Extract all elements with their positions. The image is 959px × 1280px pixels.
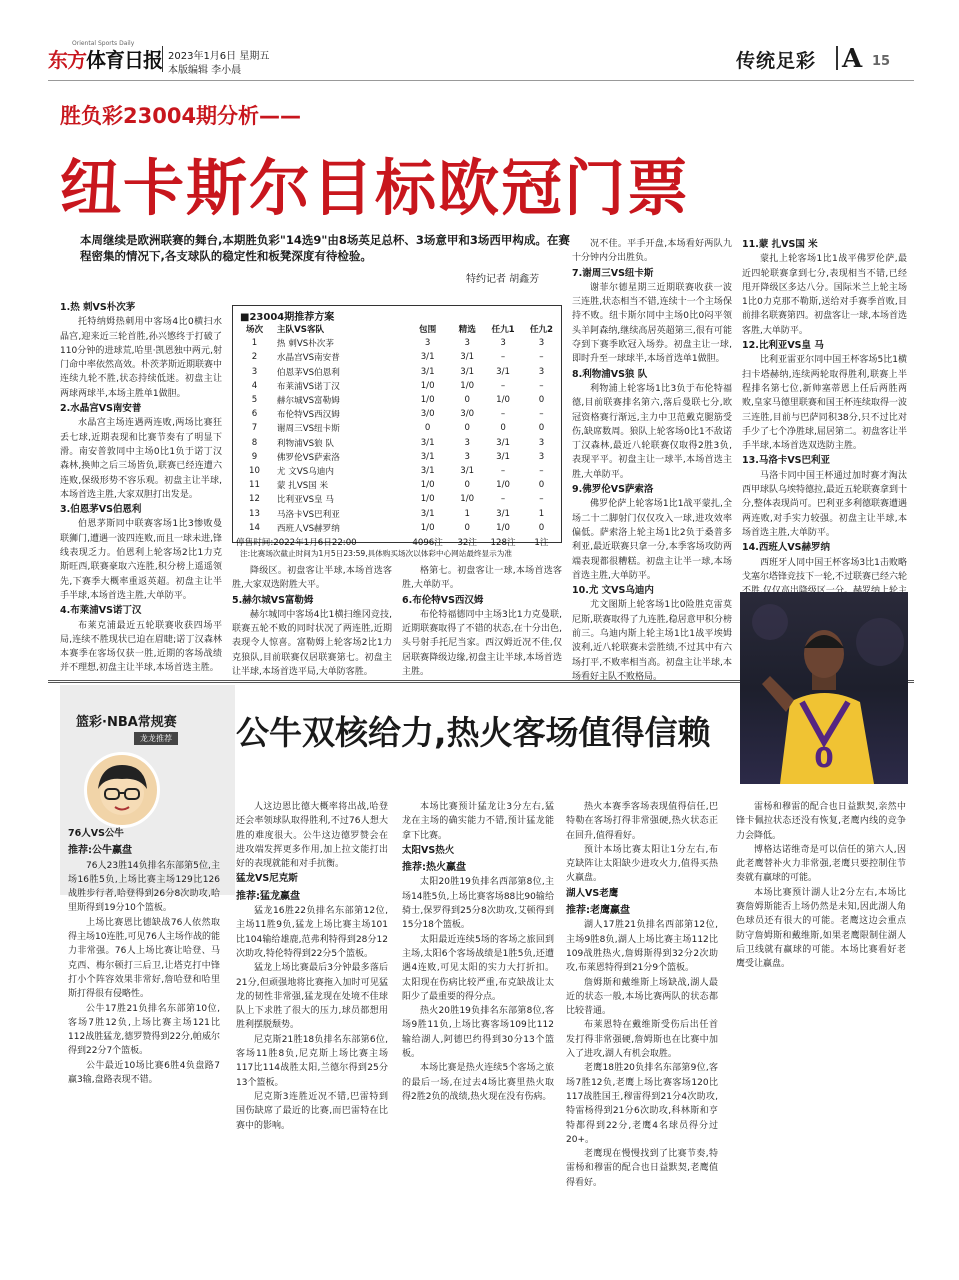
- table-cell: –: [500, 409, 506, 420]
- table-cell: 0: [538, 395, 545, 406]
- table-cell: 1/0: [496, 395, 510, 406]
- avatar-cartoon-icon: [87, 755, 157, 825]
- paragraph: 詹姆斯和戴维斯上场缺战,湖人最近的状态一般,本场比赛两队的状态都比较普通。: [566, 977, 718, 1017]
- table-title: ■23004期推荐方案: [240, 312, 335, 323]
- table-cell: 2: [251, 352, 258, 363]
- masthead-divider: [162, 46, 163, 72]
- table-cell: 1/0: [420, 522, 435, 533]
- paragraph: 雷杨和穆雷的配合也日益默契,亲然中锋卡佩拉状态还没有恢复,老鹰内线的竞争力会降低。: [736, 802, 906, 841]
- nba-column-3: [402, 800, 554, 1266]
- table-cell: –: [539, 352, 544, 363]
- subheading: 1.热 刺VS朴次茅: [60, 302, 136, 313]
- table-cell: 0: [464, 522, 470, 533]
- table-cell: 布伦特VS西汉姆: [276, 410, 340, 421]
- table-footer-row: [234, 535, 560, 549]
- recommendation-table: [234, 322, 560, 549]
- table-cell: 1: [464, 508, 470, 519]
- subheading: 14.西班人VS赫罗纳: [742, 542, 831, 554]
- subheading: 5.赫尔城VS富勒姆: [232, 594, 314, 606]
- table-cell: 西班人VS赫罗纳: [276, 523, 340, 534]
- table-footer-cell: 32注: [457, 537, 477, 548]
- table-cell: 3/0: [460, 409, 475, 420]
- table-header-cell: 任九1: [491, 325, 515, 336]
- table-cell: 1/0: [460, 494, 475, 505]
- subheading: 11.蒙 扎VS国 米: [742, 239, 818, 250]
- nba-column-2: [236, 800, 388, 1266]
- table-cell: 1/0: [420, 380, 435, 391]
- subheading: 13.马洛卡VS巴利亚: [742, 455, 831, 467]
- table-header-cell: 包围: [419, 325, 437, 336]
- table-cell: 0: [538, 522, 545, 533]
- paragraph: 马洛卡同中国王杯通过加时赛才淘汰西甲球队乌埃特德拉,最近五轮联赛拿到十分,整体表现尚可。巴利亚多利德联赛遭遇两连败,对手实力较强。初盘主让半球,本场首选主胜,大单防平。: [742, 470, 907, 538]
- table-cell: –: [500, 494, 506, 505]
- table-cell: –: [500, 352, 506, 363]
- table-cell: 0: [538, 480, 545, 491]
- table-footer-cell: 1注: [534, 537, 549, 548]
- table-cell: 3/1: [496, 451, 510, 462]
- paragraph: 佛罗伦萨上轮客场1比1战平蒙扎,全场二十二脚射门仅仅攻入一球,进攻效率偏低。萨索洛上轮主场1比2负于桑普多利亚,最近联赛只拿一分,本季客场攻防两端表现都很糟糕。初盘主让半一球,本场首选主胜,大单防平。: [572, 499, 732, 581]
- table-cell: 热 刺VS朴次茅: [276, 339, 334, 350]
- paragraph: 蒙扎上轮客场1比1战平佛罗伦萨,最近四轮联赛拿到七分,表现相当不错,已经甩开降级区多达八分。国际米兰上轮主场1比0力克那不勒斯,送给对手赛季首败,目前排名联赛第四。初盘客让一球,本场首选客胜,大单防平。: [742, 254, 907, 336]
- table-cell: 10: [248, 465, 260, 476]
- table-cell: 1/0: [420, 480, 435, 491]
- subheading: 2.水晶宫VS南安普: [60, 403, 142, 415]
- article-column-2: [232, 564, 392, 678]
- table-row: [234, 379, 560, 393]
- nba-section-label: 篮彩·NBA常规赛: [76, 715, 177, 730]
- table-cell: 1/0: [420, 395, 435, 406]
- table-cell: 3/1: [460, 465, 475, 476]
- paragraph: 76人23胜14负排名东部第5位,主场16胜5负,上场比赛主场129比126战胜步行者,哈登得到26分8次助攻,哈里斯得到19分10个篮板。: [68, 860, 220, 914]
- paragraph: 尼克斯21胜18负排名东部第6位,客场11胜8负,尼克斯上场比赛主场117比114战胜太阳,兰德尔得到25分13个篮板。: [236, 1034, 388, 1088]
- paragraph: 伯恩茅斯同中联赛客场1比3惨败曼联狮门,遭遇一波四连败,而且一球未进,锋线表现乏力。伯恩利上轮客场2比1力克斯旺西,联赛豪取六连胜,积分榜上遥遥领先,下赛季大概率重返英超。初盘主让半手半球,本场首选主胜,大单防平。: [60, 519, 222, 601]
- masthead: [0, 0, 959, 90]
- table-cell: 3: [464, 451, 470, 462]
- table-cell: 8: [251, 437, 258, 448]
- paragraph: 猛龙16胜22负排名东部第12位,主场11胜9负,猛龙上场比赛主场101比104输给雄鹿,范弗利特得到28分12次助攻,特伦特得到22分5个篮板。: [236, 906, 388, 959]
- paragraph: 老鹰18胜20负排名东部第9位,客场7胜12负,老鹰上场比赛客场120比117战胜国王,穆雷得到21分4次助攻,特雷杨得到21分6次助攻,科林斯和亨特都得到22分,老鹰4名球员得分过20+。: [566, 1063, 718, 1145]
- table-cell: –: [539, 380, 544, 391]
- paragraph: 太阳20胜19负排名西部第8位,主场14胜5负,上场比赛客场88比90输给骑士,保罗得到25分8次助攻,艾顿得到15分18个篮板。: [402, 877, 554, 931]
- table-row: [234, 421, 560, 435]
- table-cell: 3/1: [496, 508, 510, 519]
- table-cell: 3/0: [420, 409, 435, 420]
- paragraph: 降级区。初盘客让半球,本场首选客胜,大家双选附胜大平。: [232, 566, 392, 591]
- table-row: [234, 336, 560, 350]
- page-letter: A: [842, 44, 863, 74]
- nba-column-5: [736, 800, 906, 1266]
- table-cell: –: [539, 465, 544, 476]
- subheading: 10.尤 文VS乌迪内: [572, 585, 654, 597]
- table-cell: 1/0: [460, 380, 475, 391]
- table-cell: 12: [248, 494, 260, 505]
- masthead-rule: [48, 80, 914, 81]
- article-column-4: [572, 237, 732, 682]
- table-cell: 4: [251, 380, 258, 391]
- table-cell: 0: [424, 423, 431, 434]
- table-row: [234, 492, 560, 506]
- nba-column-4: [566, 800, 718, 1266]
- paragraph: 本场比赛预计猛龙让3分左右,猛龙在主场的确实能力不错,预计猛龙能拿下比赛。: [402, 802, 554, 841]
- table-cell: 3/1: [420, 437, 435, 448]
- table-row: [234, 506, 560, 520]
- table-cell: 1: [251, 338, 258, 349]
- paragraph: 布莱恩特在戴维斯受伤后出任首发打得非常强硬,詹姆斯也在比赛中加入了进攻,湖人有机会取胜。: [566, 1020, 718, 1060]
- paragraph: 托特纳姆热刺用中客场4比0横扫水晶宫,迎来近三轮首胜,孙兴慜终于打破了110分钟的进球荒,哈里·凯恩独中两元,射门命中率依然高效。朴茨茅斯近期联赛中连续九轮不胜,状态持续低迷。初盘主让两球两球半,本场主胜单1做胆。: [60, 317, 223, 399]
- table-cell: 3/1: [420, 508, 435, 519]
- paragraph: 人这边恩比德大概率将出战,哈登还会率领球队取得胜利,不过76人想大胜的难度很大。公牛这边德罗赞会在进攻端发挥更多作用,加上拉文能打出好的表现就能和对手抗衡。: [236, 802, 388, 870]
- table-footer-cell: 128注: [490, 537, 516, 548]
- paragraph: 尼克斯3连胜近况不错,巴雷特到国伤缺席了最近的比赛,而巴雷特在比赛中的影响。: [236, 1091, 388, 1131]
- table-cell: 1/0: [420, 494, 435, 505]
- table-cell: 3: [424, 338, 431, 349]
- page-editor: 本版编辑 李小晨: [168, 65, 242, 76]
- paragraph: 布伦特福德同中主场3比1力克曼联,近期联赛取得了不错的状态,在十分出色,头号射手托尼当家。西汉姆近况不佳,仅居联赛降级边缘,初盘主让半球,本场首选主胜。: [402, 609, 562, 678]
- svg-text:0: 0: [814, 741, 834, 774]
- subheading: 猛龙VS尼克斯: [236, 873, 298, 885]
- paragraph: 水晶宫主场连遇两连败,两场比赛狂丢七球,近期表现和比赛节奏有了明显下滑。南安普敦同中主场0比1负于诺丁汉森林,换帅之后三场皆负,联赛已经连遭六连败,保级形势不容乐观。初盘主让半球,本场首选主胜,大家双胆打出发是。: [60, 418, 222, 500]
- paragraph: 猛龙上场比赛最后3分钟最多落后21分,但顽强地将比赛拖入加时可见猛龙的韧性非常强,猛龙现在处境不佳球队上下求胜了很大的压力,球员都想用胜利摆脱颓势。: [236, 963, 388, 1031]
- table-row: [234, 393, 560, 407]
- table-cell: 0: [464, 480, 470, 491]
- subheading: 12.比利亚VS皇 马: [742, 340, 824, 352]
- table-row: [234, 450, 560, 464]
- table-row: [234, 478, 560, 492]
- article-kicker: 胜负彩23004期分析——: [60, 104, 302, 128]
- table-cell: 3/1: [420, 451, 435, 462]
- table-cell: 5: [251, 395, 258, 406]
- table-cell: 3/1: [420, 465, 435, 476]
- recommendation-line: 推荐:热火赢盘: [402, 862, 466, 874]
- table-cell: 马洛卡VS巴利亚: [276, 509, 340, 520]
- table-cell: 布莱浦VS诺丁汉: [276, 381, 340, 392]
- table-cell: 蒙 扎VS国 米: [276, 481, 329, 492]
- nba-column-1: [68, 826, 220, 1266]
- paragraph: 热火20胜19负排名东部第8位,客场9胜11负,上场比赛客场109比112输给湖人,阿德巴约得到30分13个篮板。: [402, 1006, 554, 1060]
- subheading: 6.布伦特VS西汉姆: [402, 594, 484, 606]
- table-cell: 利物浦VS狼 队: [276, 438, 334, 449]
- table-cell: 3: [464, 338, 470, 349]
- subheading: 4.布莱浦VS诺丁汉: [60, 605, 142, 617]
- table-cell: 3: [538, 366, 545, 377]
- paragraph: 况不佳。平手开盘,本场看好两队九十分钟内分出胜负。: [572, 239, 732, 264]
- table-header-row: [234, 322, 560, 336]
- page-number: 15: [872, 54, 891, 69]
- table-cell: –: [539, 409, 544, 420]
- table-footer-cell: 停售时间:2022年1月6日22:00: [236, 537, 357, 548]
- paragraph: 博格达诺维奇是可以信任的第六人,因此老鹰替补火力非常强,老鹰只要控制住节奏就有赢球的可能。: [736, 844, 906, 884]
- logo-english: Oriental Sports Daily: [72, 40, 135, 47]
- table-row: [234, 464, 560, 478]
- paragraph: 热火本赛季客场表现值得信任,巴特勒在客场打得非常强硬,热火状态正在回升,值得看好。: [566, 802, 718, 841]
- table-cell: 谢周三VS纽卡斯: [276, 424, 340, 435]
- section-divider: [836, 46, 838, 70]
- table-cell: 0: [464, 423, 470, 434]
- table-cell: 3: [538, 338, 545, 349]
- table-cell: 3: [251, 366, 258, 377]
- table-cell: 7: [251, 423, 258, 434]
- table-cell: 水晶宫VS南安普: [276, 353, 340, 364]
- table-row: [234, 407, 560, 421]
- paragraph: 利物浦上轮客场1比3负于布伦特福德,目前联赛排名第六,落后曼联七分,欧冠资格赛行渐远,主力中卫范戴克腿筋受伤,缺席数周。狼队上轮客场0比1不敌诺丁汉森林,最近八轮联赛仅取得2胜3负,表现平平。初盘主让一球半,本场首选主胜,大单防平。: [572, 383, 732, 480]
- paragraph: 布莱克浦最近五轮联赛收获四场平局,连续不胜现状已迫在眉睫;诺丁汉森林本赛季在客场仅获一胜,近期的客场战绩并不理想,初盘主让半球,本场首选主胜。: [60, 620, 222, 674]
- paragraph: 上场比赛恩比德缺战76人依然取得主场10连胜,可见76人主场作战的能力非常强。76人上场比赛让哈登、马克西、梅尔顿打三后卫,让塔克打中锋打小个阵容效果非常好,詹哈登和哈里斯打得很有侵略性。: [68, 917, 220, 1000]
- table-cell: 6: [251, 409, 258, 420]
- paragraph: 老鹰现在慢慢找到了比赛节奏,特雷杨和穆雷的配合也日益默契,老鹰值得看好。: [566, 1149, 718, 1188]
- table-cell: 14: [248, 522, 260, 533]
- table-cell: 11: [248, 480, 260, 491]
- paragraph: 赫尔城同中客场4比1横扫维冈竞技,联赛五轮不败的同时状况了两连胜,近期表现令人惊喜。富勒姆上轮客场2比1力克狼队,目前联赛仅居联赛第七。初盘主让半球,本场首选平局,大单防客胜。: [232, 609, 392, 678]
- table-cell: 3/1: [420, 352, 435, 363]
- table-cell: 3: [538, 451, 545, 462]
- table-cell: 1: [538, 508, 545, 519]
- paragraph: 格第七。初盘客让一球,本场首选客胜,大单防平。: [402, 566, 562, 591]
- paragraph: 湖人17胜21负排名西部第12位,主场9胜8负,湖人上场比赛主场112比109战胜热火,詹姆斯得到32分2次助攻,布莱恩特得到21分9个篮板。: [566, 920, 718, 974]
- table-header-cell: 精选: [458, 325, 476, 336]
- paragraph: 本场比赛是热火连续5个客场之旅的最后一场,在过去4场比赛里热火取得2胜2负的战绩,热火现在没有伤病。: [402, 1063, 554, 1102]
- table-cell: 3/1: [460, 366, 475, 377]
- table-cell: 3: [500, 338, 506, 349]
- table-cell: 13: [248, 508, 260, 519]
- recommendation-line: 推荐:猛龙赢盘: [236, 890, 300, 902]
- paragraph: 比利亚雷亚尔同中国王杯客场5比1横扫卡塔赫纳,连续两轮取得胜利,联赛上半程排名第七位,新帅塞蒂恩上任后两胜两败,皇家马德里联赛和国王杯连续取得一波三连胜,目前与巴萨同积38分,只不过比对手少了七个净胜球,屈居第二。初盘客让半手半球,本场首选双选防主胜。: [742, 355, 907, 452]
- table-footer-cell: 4096注: [412, 537, 443, 548]
- table-cell: –: [539, 494, 544, 505]
- subheading: 3.伯恩茅VS伯恩利: [60, 504, 142, 516]
- table-cell: –: [500, 465, 506, 476]
- paragraph: 公牛17胜21负排名东部第10位,客场7胜12负,上场比赛主场121比112战胜猛龙,德罗赞得到22分,帕威尔得到22分7个篮板。: [68, 1003, 220, 1057]
- paragraph: 预计本场比赛太阳让1分左右,布克缺阵让太阳缺少进攻火力,值得买热火赢盘。: [566, 844, 718, 884]
- table-cell: 3/1: [460, 352, 475, 363]
- subheading: 7.谢周三VS纽卡斯: [572, 267, 654, 279]
- table-cell: 3/1: [496, 437, 510, 448]
- table-cell: 3/1: [496, 366, 510, 377]
- subheading: 76人VS公牛: [68, 828, 124, 839]
- article-byline: 特约记者 胡鑫芳: [466, 274, 540, 285]
- article-headline: 纽卡斯尔目标欧冠门票: [60, 153, 691, 224]
- basketball-player-illustration: [740, 592, 908, 784]
- table-header-cell: 主队VS客队: [276, 325, 325, 336]
- table-cell: 伯恩茅VS伯恩利: [276, 367, 340, 378]
- table-cell: 1/0: [496, 480, 510, 491]
- paragraph: 谢菲尔德星期三近期联赛收获一波三连胜,状态相当不错,连续十一个主场保持不败。纽卡斯尔同中主场0比0闷平领头羊阿森纳,继续高居英超第三,很有可能夺到下赛季欧冠入场券。初盘主让一球,即时升至一球球半,本场首选单1做胆。: [572, 282, 732, 365]
- article-intro: 本周继续是欧洲联赛的舞台,本期胜负彩"14选9"由8场英足总杯、3场意甲和3场西甲构成。在赛程密集的情况下,各支球队的稳定性和板凳深度有待检验。: [80, 233, 570, 263]
- subheading: 8.利物浦VS狼 队: [572, 368, 648, 380]
- subheading: 太阳VS热火: [402, 844, 455, 856]
- section-title: 传统足彩: [736, 50, 817, 72]
- subheading: 湖人VS老鹰: [566, 887, 619, 899]
- paragraph: 尤文图斯上轮客场1比0险胜克雷莫尼斯,联赛取得了九连胜,稳居意甲积分榜前三。乌迪内斯上轮主场1比1战平埃姆波利,近八轮联赛未尝胜绩,不过其中有六场打平,不败率相当高。初盘主让半球,本场看好主队不败格局。: [572, 600, 732, 682]
- paragraph: 本场比赛预计湖人让2分左右,本场比赛詹姆斯能否上场仍然是未知,因此湖人角色球员还有很大的可能。老鹰这边会重点防守詹姆斯和戴维斯,如果老鹰限制住湖人后卫线就有赢球的可能。本场比赛看好老鹰受让赢盘。: [736, 887, 906, 970]
- nba-headline: 公牛双核给力,热火客场值得信赖: [236, 713, 711, 752]
- table-row: [234, 350, 560, 364]
- author-avatar: [84, 752, 160, 828]
- table-cell: 1/0: [496, 522, 510, 533]
- table-cell: 0: [500, 423, 506, 434]
- table-note: 注:比赛场次截止时间为1月5日23:59,具体购买场次以体彩中心网站最终显示为准: [240, 549, 512, 558]
- subheading: 9.佛罗伦VS萨索洛: [572, 484, 654, 496]
- recommendation-line: 推荐:公牛赢盘: [68, 845, 132, 857]
- table-row: [234, 436, 560, 450]
- table-cell: 0: [538, 423, 545, 434]
- table-cell: –: [500, 380, 506, 391]
- table-cell: 9: [251, 451, 258, 462]
- article-column-1: [60, 300, 222, 672]
- table-cell: 0: [464, 395, 470, 406]
- table-cell: 佛罗伦VS萨索洛: [276, 452, 340, 463]
- nba-author-tag: 龙龙推荐: [134, 732, 178, 745]
- recommendation-line: 推荐:老鹰赢盘: [566, 905, 630, 917]
- table-header-cell: 场次: [245, 325, 264, 336]
- player-photo: [740, 592, 908, 784]
- newspaper-logo: 东方体育日报: [48, 48, 162, 72]
- paragraph: 西班牙人同中国王杯客场3比1击败略戈塞尔塔锋竞技下一轮,不过联赛已经六轮: [742, 557, 907, 582]
- table-cell: 3: [538, 437, 545, 448]
- table-cell: 比利亚VS皇 马: [276, 495, 334, 506]
- table-row: [234, 365, 560, 379]
- table-header-cell: 任九2: [529, 325, 553, 336]
- article-column-3: [402, 564, 562, 678]
- table-cell: 3: [464, 437, 470, 448]
- table-cell: 尤 文VS乌迪内: [276, 466, 334, 477]
- paragraph: 公牛最近10场比赛6胜4负盘路7赢3输,盘路表现不错。: [68, 1060, 220, 1086]
- paragraph: 太阳最近连续5场的客场之旅回到主场,太阳6个客场战绩是1胜5负,还遭遇4连败,可见太阳的实力大打折扣。太阳现在伤病比较严重,布克缺战让太阳少了最重要的得分点。: [402, 934, 554, 1002]
- table-cell: 3/1: [420, 366, 435, 377]
- table-cell: 赫尔城VS富勒姆: [276, 396, 340, 407]
- issue-date: 2023年1月6日 星期五: [168, 51, 270, 62]
- table-row: [234, 521, 560, 535]
